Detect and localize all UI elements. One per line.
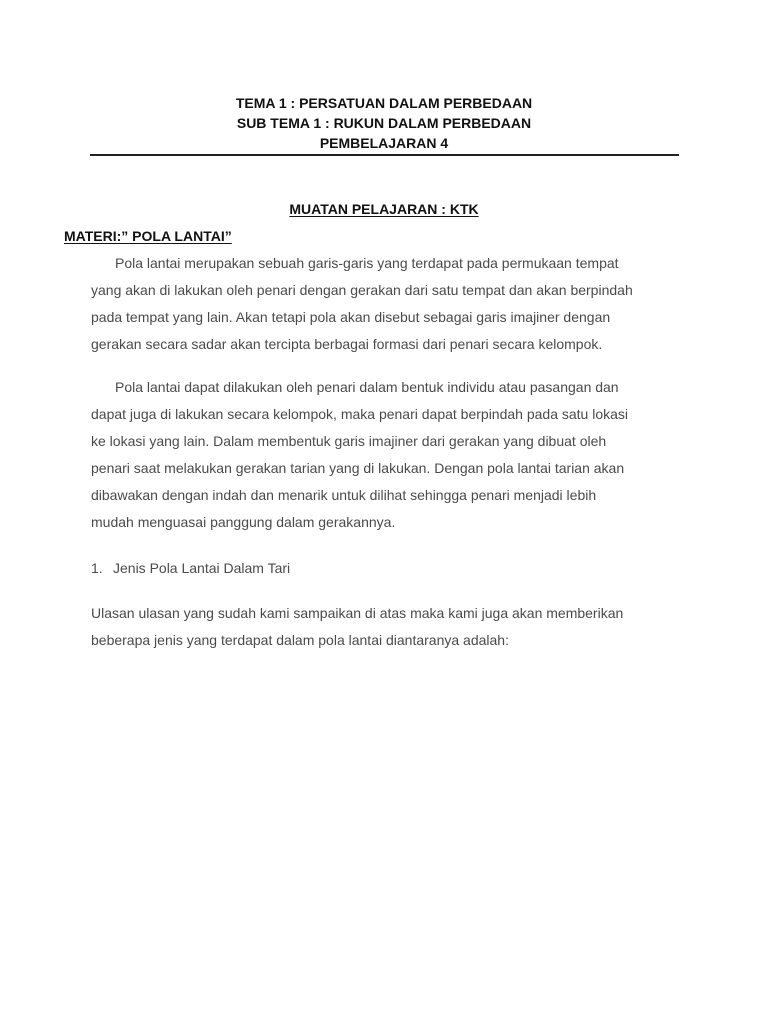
theme-title: TEMA 1 : PERSATUAN DALAM PERBEDAAN [235, 95, 533, 111]
paragraph-pola-lantai-definition [91, 250, 691, 358]
paragraph-line: yang akan di lakukan oleh penari dengan gerakan dari satu tempat dan akan berpindah [91, 282, 633, 298]
subtheme-title: SUB TEMA 1 : RUKUN DALAM PERBEDAAN [236, 115, 532, 131]
list-number: 1. [91, 560, 103, 576]
paragraph-line: pada tempat yang lain. Akan tetapi pola akan disebut sebagai garis imajiner dengan [91, 309, 611, 325]
paragraph-jenis-intro [91, 600, 691, 654]
paragraph-line: ke lokasi yang lain. Dalam membentuk garis imajiner dari gerakan yang dibuat oleh [91, 433, 607, 449]
paragraph-line: Pola lantai merupakan sebuah garis-garis yang terdapat pada permukaan tempat [115, 255, 619, 271]
paragraph-line: gerakan secara sadar akan tercipta berbagai formasi dari penari secara kelompok. [91, 336, 603, 352]
list-item-text: Jenis Pola Lantai Dalam Tari [113, 560, 291, 576]
header-divider [90, 154, 679, 156]
paragraph-line: Pola lantai dapat dilakukan oleh penari dalam bentuk individu atau pasangan dan [115, 379, 619, 395]
paragraph-pola-lantai-usage [91, 374, 691, 536]
lesson-title: PEMBELAJARAN 4 [319, 135, 449, 151]
document-header [90, 93, 678, 153]
paragraph-line: dapat juga di lakukan secara kelompok, maka penari dapat berpindah pada satu lokasi [91, 406, 629, 422]
paragraph-line: Ulasan ulasan yang sudah kami sampaikan di atas maka kami juga akan memberikan [91, 605, 624, 621]
paragraph-line: penari saat melakukan gerakan tarian yang di lakukan. Dengan pola lantai tarian akan [91, 460, 625, 476]
paragraph-line: dibawakan dengan indah dan menarik untuk dilihat sehingga penari menjadi lebih [91, 487, 597, 503]
materi-heading: MATERI:” POLA LANTAI” [64, 228, 232, 244]
subject-heading: MUATAN PELAJARAN : KTK [289, 201, 479, 217]
paragraph-line: mudah menguasai panggung dalam gerakannya. [91, 514, 396, 530]
numbered-list-item [91, 555, 290, 582]
paragraph-line: beberapa jenis yang terdapat dalam pola lantai diantaranya adalah: [91, 632, 509, 648]
